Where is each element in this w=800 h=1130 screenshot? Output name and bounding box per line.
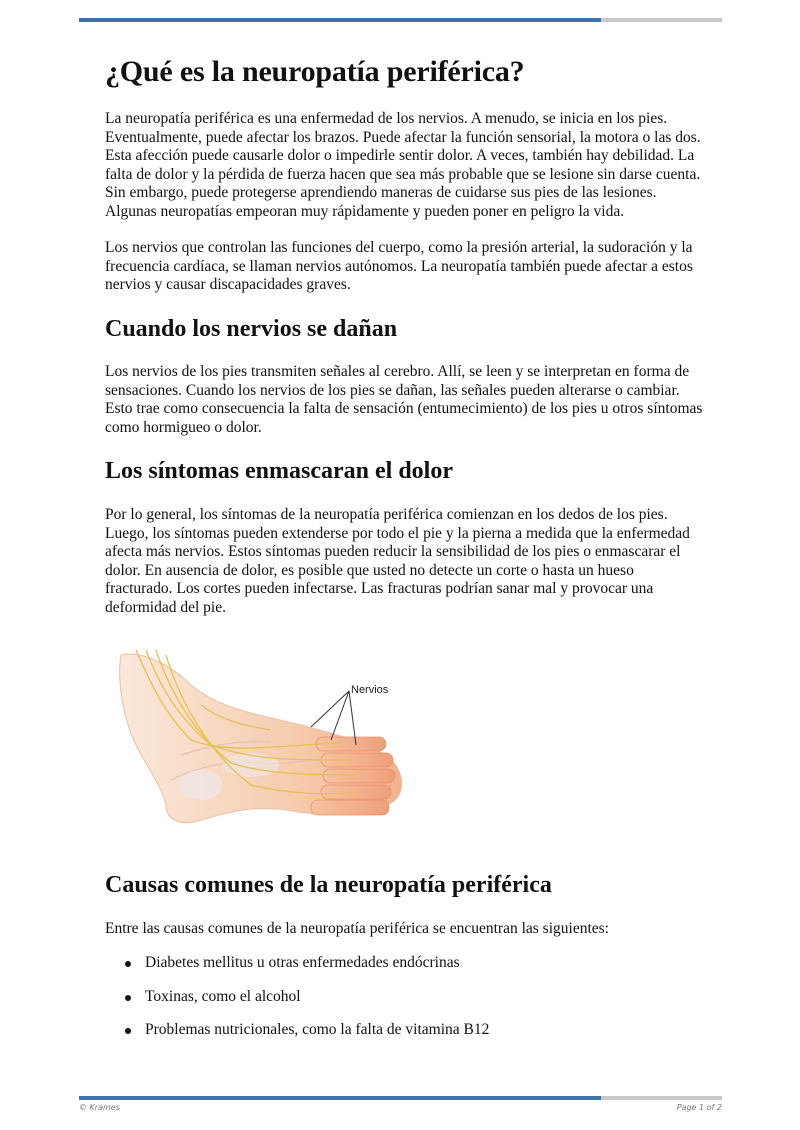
intro-paragraph-2: Los nervios que controlan las funciones del cuerpo, como la presión arterial, la sudoración y la frecuencia cardíaca, se llaman nervios autónomos. La neuropatía también puede afectar a estos nervios y causar discapacidades graves. <box>105 239 693 293</box>
bullet-icon <box>125 961 131 967</box>
nervios-label: Nervios <box>351 684 389 697</box>
section-heading-symptoms: Los síntomas enmascaran el dolor <box>105 458 453 485</box>
section-paragraph-symptoms: Por lo general, los síntomas de la neuropatía periférica comienzan en los dedos de los pies. Luego, los síntomas pueden extenderse por todo el pie y la pierna a medida que la enfermedad afecta más nervios. Estos síntomas pueden reducir la sensibilidad de los pies o enmascarar el dolor. En ausencia de dolor, es posible que usted no detecte un corte o hasta un hueso fracturado. Los cortes pueden infectarse. Las fracturas podrían sanar mal y provocar una deformidad del pie. <box>105 506 690 616</box>
foot-nerves-illustration <box>111 645 411 835</box>
footer-bar-fill <box>79 1096 601 1100</box>
section-paragraph-nerves-damaged: Los nervios de los pies transmiten señales al cerebro. Allí, se leen y se interpretan en forma de sensaciones. Cuando los nervios de los pies se dañan, las señales pueden alterarse o cambiar. Esto trae como consecuencia la falta de sensación (entumecimiento) de los pies u otros síntomas como hormigueo o dolor. <box>105 363 703 436</box>
bullet-icon <box>125 1028 131 1034</box>
section-heading-causes: Causas comunes de la neuropatía periférica <box>105 872 552 899</box>
footer-progress-bar <box>79 1096 722 1100</box>
list-item: Problemas nutricionales, como la falta de vitamina B12 <box>125 1021 705 1040</box>
intro-paragraph-1: La neuropatía periférica es una enfermedad de los nervios. A menudo, se inicia en los pies. Eventualmente, puede afectar los brazos. Puede afectar la función sensorial, la motora o las dos. Esta afección puede causarle dolor o impedirle sentir dolor. A veces, también hay debilidad. La falta de dolor y la pérdida de fuerza hacen que sea más probable que se lesione sin darse cuenta. Sin embargo, puede protegerse aprendiendo maneras de cuidarse sus pies de las lesiones. Algunas neuropatías empeoran muy rápidamente y pueden poner en peligro la vida. <box>105 110 701 220</box>
toes <box>311 737 395 815</box>
header-progress-bar <box>79 18 722 22</box>
bullet-icon <box>125 995 131 1001</box>
section-heading-nerves-damaged: Cuando los nervios se dañan <box>105 315 398 342</box>
page-title: ¿Qué es la neuropatía periférica? <box>105 55 525 88</box>
causes-list <box>105 954 705 1040</box>
footer-copyright: © Krames <box>79 1103 120 1112</box>
list-item: Toxinas, como el alcohol <box>125 988 705 1007</box>
footer-page-number: Page 1 of 2 <box>676 1103 722 1112</box>
header-bar-fill <box>79 18 601 22</box>
list-item: Diabetes mellitus u otras enfermedades endócrinas <box>125 954 705 973</box>
causes-intro: Entre las causas comunes de la neuropatía periférica se encuentran las siguientes: <box>105 919 609 937</box>
document-body <box>105 54 705 1055</box>
